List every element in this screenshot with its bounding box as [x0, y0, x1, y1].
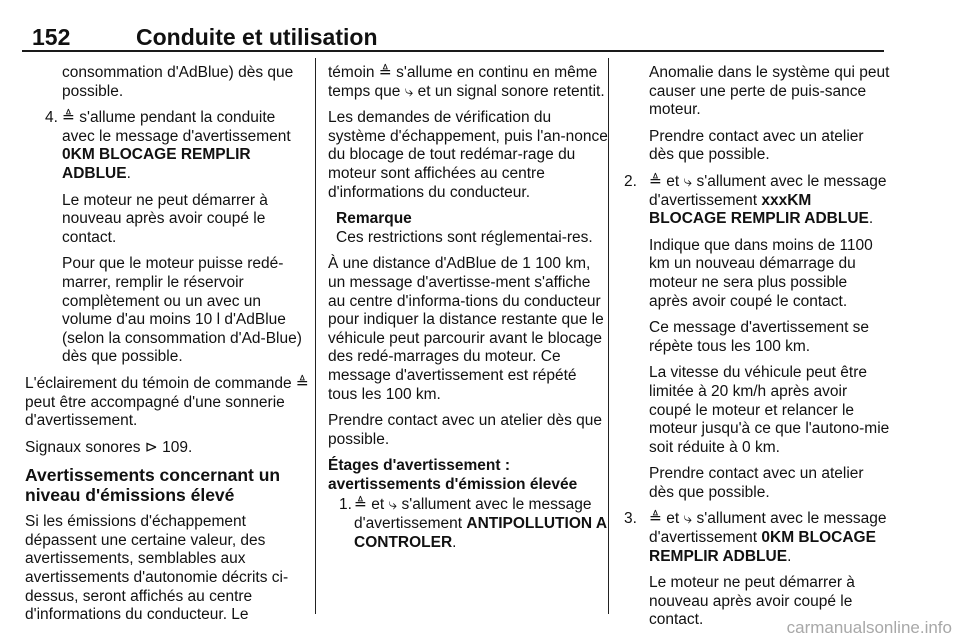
text: s'allume en continu en même temps que [328, 64, 598, 100]
list-number: 4. [45, 109, 58, 127]
watermark: carmanualsonline.info [786, 618, 952, 637]
page-header [22, 4, 884, 52]
engine-check-icon: ⤷ [404, 82, 414, 100]
paragraph: Prendre contact avec un atelier dès que possible. [328, 412, 603, 448]
text: s'allume pendant la conduite avec le message d'avertissement [62, 109, 291, 145]
list-item [328, 496, 608, 552]
list-number: 3. [624, 510, 637, 528]
column-2 [328, 64, 608, 560]
list-number: 2. [624, 172, 637, 190]
text: peut être accompagné d'une sonnerie d'avertissement. [25, 393, 285, 430]
list-number: 1. [339, 496, 352, 514]
text: et un signal sonore retentit. [413, 82, 605, 100]
paragraph: Le moteur ne peut démarrer à nouveau après avoir coupé le contact. [62, 191, 268, 246]
text: . [868, 210, 874, 228]
list-item [25, 109, 309, 367]
paragraph: À une distance d'AdBlue de 1 100 km, un message d'avertisse-ment s'affiche au centre d'informa-tions du conducteur pour indiquer la distance restante que le véhicule peut parcourir avant le blocage des redé-marrages du moteur. Ce message d'avertissement est répété tous les 100 km. [328, 255, 604, 403]
column-divider [315, 58, 316, 614]
engine-check-icon: ⤷ [388, 496, 398, 514]
text: s'allument avec le message d'avertissement [649, 172, 887, 209]
warning-message: xxxKM BLOCAGE REMPLIR ADBLUE [649, 191, 869, 228]
text: s'allument avec le message d'avertissement [354, 496, 592, 533]
paragraph: Ce message d'avertissement se répète tous les 100 km. [649, 319, 870, 355]
adblue-warning-icon: ≜ [354, 496, 367, 514]
text: L'éclairement du témoin de commande [25, 374, 296, 392]
engine-check-icon: ⤷ [683, 172, 693, 190]
text: s'allument avec le message d'avertissement [649, 510, 887, 547]
text: . [452, 533, 457, 551]
paragraph [328, 64, 608, 101]
paragraph [25, 375, 309, 431]
warning-message: 0KM BLOCAGE REMPLIR ADBLUE [649, 529, 876, 565]
column-1 [25, 64, 309, 633]
text: . [787, 547, 792, 565]
subheading: Étages d'avertissement : avertissements d'émission élevée [328, 457, 578, 493]
text: témoin [328, 64, 379, 81]
text: et [367, 496, 389, 514]
adblue-warning-icon: ≜ [649, 510, 662, 528]
text: Signaux sonores [25, 438, 145, 456]
paragraph: consommation d'AdBlue) dès que possible. [62, 64, 294, 100]
adblue-warning-icon: ≜ [62, 109, 75, 127]
paragraph: Indique que dans moins de 1100 km un nouveau démarrage du moteur ne sera plus possible après avoir coupé le contact. [649, 236, 873, 310]
adblue-warning-icon: ≜ [378, 64, 392, 81]
page-number: 152 [32, 24, 71, 50]
page-reference-icon: ⊳ [144, 438, 158, 456]
column-divider [608, 58, 609, 614]
text: et [662, 172, 684, 190]
paragraph: Prendre contact avec un atelier dès que possible. [649, 127, 864, 164]
paragraph: Si les émissions d'échappement dépassent une certaine valeur, des avertissements, semblables aux avertissements d'autonomie décrits ci-dessus, seront affichés au centre d'informations du conducteur. Le [25, 513, 289, 624]
paragraph: La vitesse du véhicule peut être limitée à 20 km/h après avoir coupé le moteur et relancer le moteur jusqu'à ce que l'autono-mie soit réduite à 0 km. [649, 364, 890, 456]
list-item [624, 173, 890, 503]
warning-message: ANTIPOLLUTION A CONTROLER [354, 515, 607, 551]
adblue-warning-icon: ≜ [649, 172, 662, 190]
paragraph: Pour que le moteur puisse redé-marrer, remplir le réservoir complètement ou un avec un volume d'au moins 10 l d'AdBlue (selon la consommation d'Ad-Blue) dès que possible. [62, 255, 302, 366]
note-text: Ces restrictions sont réglementai-res. [336, 228, 593, 246]
paragraph: Le moteur ne peut démarrer à nouveau après avoir coupé le contact. [649, 574, 855, 629]
paragraph [25, 439, 309, 458]
page-title: Conduite et utilisation [136, 24, 378, 50]
paragraph: Les demandes de vérification du système d'échappement, puis l'an-nonce du blocage de tout redémar-rage du moteur sont affichées au centre d'informations du conducteur. [328, 109, 608, 201]
page-reference-link[interactable]: 109. [157, 438, 193, 456]
paragraph: Anomalie dans le système qui peut causer une perte de puis-sance moteur. [649, 64, 890, 119]
note-box [336, 210, 608, 247]
warning-message: 0KM BLOCAGE REMPLIR ADBLUE [62, 146, 251, 182]
column-3 [624, 64, 890, 638]
paragraph: Prendre contact avec un atelier dès que possible. [649, 465, 864, 501]
text: . [126, 164, 131, 182]
engine-check-icon: ⤷ [683, 510, 693, 528]
text: et [662, 510, 684, 528]
list-item [624, 510, 890, 630]
section-heading: Avertissements concernant un niveau d'émissions élevé [25, 465, 281, 506]
adblue-warning-icon: ≜ [295, 374, 309, 392]
note-title: Remarque [336, 210, 412, 228]
